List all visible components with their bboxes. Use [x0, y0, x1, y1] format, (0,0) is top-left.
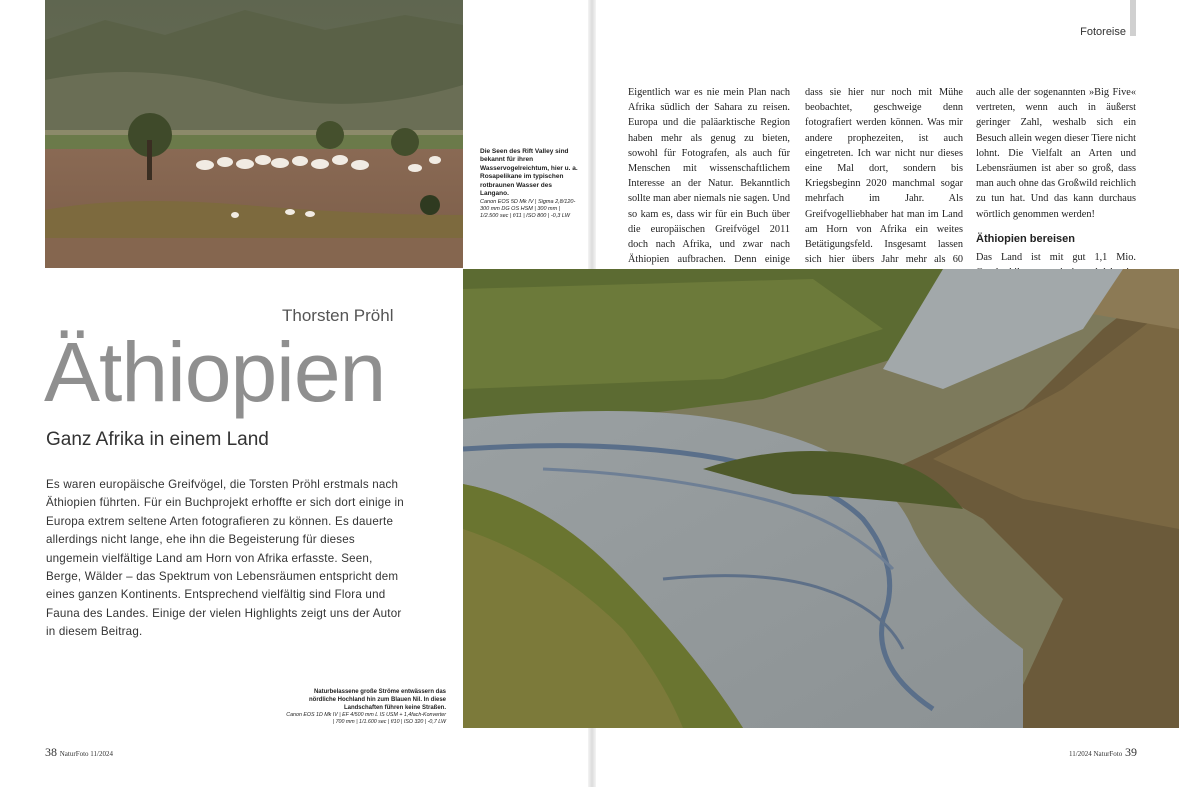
river-caption-text: Naturbelassene große Ströme entwässern das nördliche Hochland hin zum Blauen Nil. In diese Landschaften führen keine Straßen. [308, 689, 446, 711]
folio-left [45, 745, 113, 760]
section-label: Fotoreise [1080, 26, 1126, 38]
river-valley-photo [463, 269, 1179, 728]
subheading-ethiopia-travel: Äthiopien bereisen [976, 232, 1076, 245]
body-column-3 [976, 85, 1136, 295]
column-1-text: Eigentlich war es nie mein Plan nach Afrika südlich der Sahara zu reisen. Europa und die paläarktische Region haben mehr als genug zu bieten, sowohl für Fotografen, als auch für Menschen mit wissenschaftlichem Interesse an der Natur. Bekanntlich sollte man aber niemals nie sagen. Und so kam es, dass wir für ein Buch über die europäischen Greifvögel 2011 doch nach Afrika, und zwar nach Äthiopien aufbrachen. Denn einige [628, 87, 790, 266]
page-number-left: 38 [45, 745, 57, 759]
river-photo-caption [286, 688, 446, 726]
article-subtitle: Ganz Afrika in einem Land [46, 429, 269, 450]
page-number-right: 39 [1125, 745, 1137, 759]
river-caption-tech: Canon EOS 1D Mk IV | EF 4/500 mm L IS USM + 1,4fach-Konverter | 700 mm | 1/1.600 sec | f/10 | ISO 320 | -0,7 LW [286, 712, 446, 725]
section-marker-bar [1130, 0, 1136, 36]
magazine-issue-left: NaturFoto 11/2024 [59, 750, 113, 758]
column-3-continued-text: Das Land ist mit gut 1,1 Mio. [976, 251, 1136, 263]
body-column-1 [628, 85, 790, 298]
author-name: Thorsten Pröhl [282, 306, 394, 325]
pelican-caption-tech: Canon EOS 5D Mk IV | Sigma 2,8/120-300 mm DG OS HSM | 300 mm | 1/2.500 sec | f/11 | ISO 800 | -0,3 LW [480, 199, 576, 220]
intro-paragraph: Es waren europäische Greifvögel, die Torsten Pröhl erstmals nach Äthiopien führten. Für ein Buchprojekt erhoffte er sich dort einige in Europa extrem seltene Arten fotografieren zu können. Es dauerte allerdings nicht lange, ehe ihn die Begeisterung für dieses ungemein vielfältige Land am Horn von Afrika erfasste. Seen, Berge, Wälder – das Spektrum von Lebensräumen entspricht dem eines ganzen Kontinents. Entsprechend vielfältig sind Flora und Fauna des Landes. Einige der vielen Highlights zeigt uns der Autor in diesem Beitrag. [46, 478, 404, 639]
pelican-caption-text: Die Seen des Rift Valley sind bekannt für ihren Wasservogelreichtum, hier u. a. Rosapelikane im typischen rotbraunen Wasser des Langano. [480, 148, 578, 198]
pelican-lake-photo [45, 0, 463, 268]
magazine-issue-right: 11/2024 NaturFoto [1069, 750, 1123, 758]
folio-right [1069, 745, 1137, 760]
column-3-text: auch alle der sogenannten »Big Five« vertreten, wenn auch in äußerst geringer Zahl, weshalb sich ein Besuch allein wegen dieser Tiere nicht lohnt. Die Vielfalt an Arten und Lebensräumen ist aber so groß, dass man auch ohne das Großwild reichlich zu tun hat. Und das kann durchaus wörtlich genommen werden! [976, 87, 1136, 220]
column-2-text: dass sie hier nur noch mit Mühe beobachtet, geschweige denn fotografiert werden können. Was mir andere prophezeiten, ist auch eingetreten. Ich war nicht nur dieses eine Mal dort, sondern bis Kriegsbeginn 2020 manchmal sogar mehrfach im Jahr. Als Greifvogelliebhaber hat man im Land am Horn von Afrika ein weites Betätigungsfeld. Insgesamt lassen sich hier übers Jahr mehr als 60 [805, 87, 963, 266]
article-intro [46, 476, 406, 642]
pelican-photo-caption [480, 148, 580, 220]
article-title: Äthiopien [44, 325, 386, 419]
